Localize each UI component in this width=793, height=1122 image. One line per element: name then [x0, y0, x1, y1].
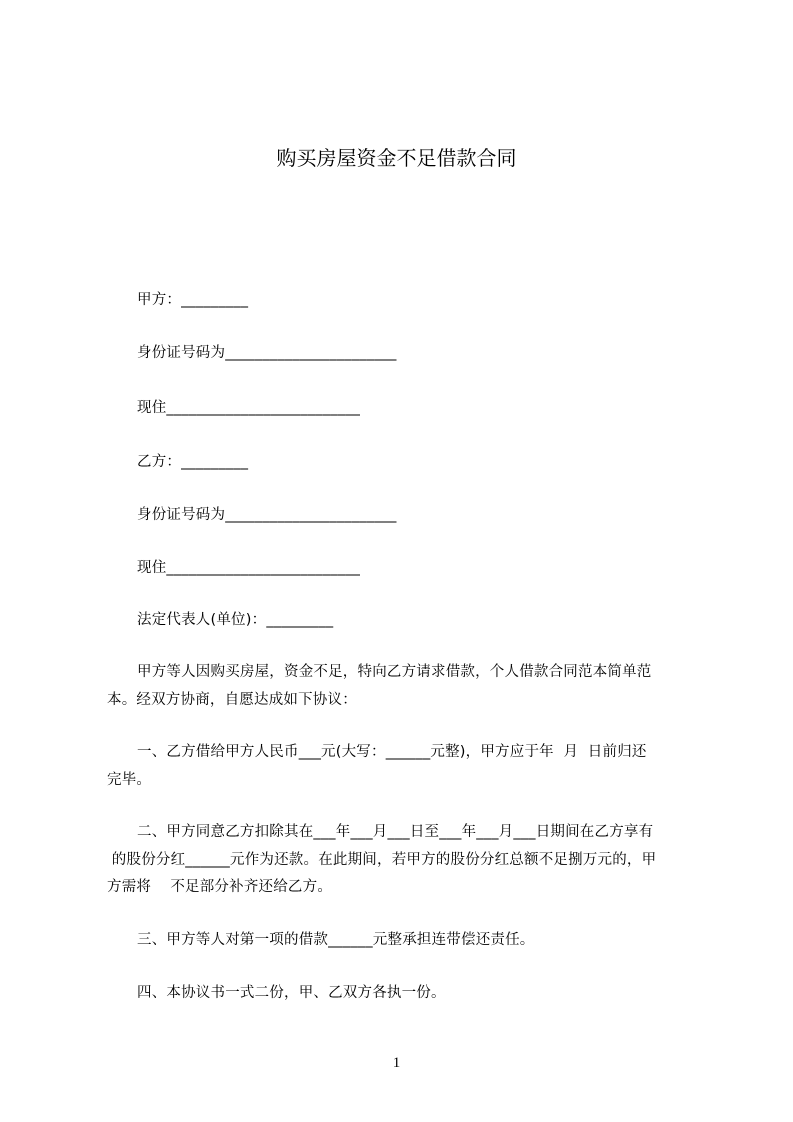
clause-2-line-1: 二、甲方同意乙方扣除其在___年___月___日至___年___月___日期间在乙方享有 [137, 824, 654, 840]
legal-representative-line: 法定代表人(单位)：_________ [137, 612, 334, 628]
document-title: 购买房屋资金不足借款合同 [276, 146, 517, 170]
intro-paragraph-line-2: 本。经双方协商，自愿达成如下协议： [107, 692, 357, 708]
clause-2-line-3: 方需将 不足部分补齐还给乙方。 [107, 879, 333, 895]
party-a-address-line: 现住__________________________ [137, 400, 361, 416]
clause-1-line-1: 一、乙方借给甲方人民币___元(大写：______元整)，甲方应于年 月 日前归还 [137, 744, 647, 760]
party-b-id-line: 身份证号码为_______________________ [137, 507, 397, 523]
intro-paragraph-line-1: 甲方等人因购买房屋，资金不足，特向乙方请求借款，个人借款合同范本简单范 [137, 664, 652, 680]
clause-4: 四、本协议书一式二份，甲、乙双方各执一份。 [137, 985, 446, 1001]
clause-1-line-2: 完毕。 [107, 772, 152, 788]
party-a-id-line: 身份证号码为_______________________ [137, 345, 397, 361]
party-b-line: 乙方：_________ [137, 454, 249, 470]
party-b-address-line: 现住__________________________ [137, 560, 361, 576]
party-a-line: 甲方：_________ [137, 292, 249, 308]
page-number: 1 [392, 1055, 401, 1071]
clause-2-line-2: 的股份分红______元作为还款。在此期间，若甲方的股份分红总额不足捌万元的，甲 [107, 852, 657, 868]
clause-3: 三、甲方等人对第一项的借款______元整承担连带偿还责任。 [137, 932, 535, 948]
